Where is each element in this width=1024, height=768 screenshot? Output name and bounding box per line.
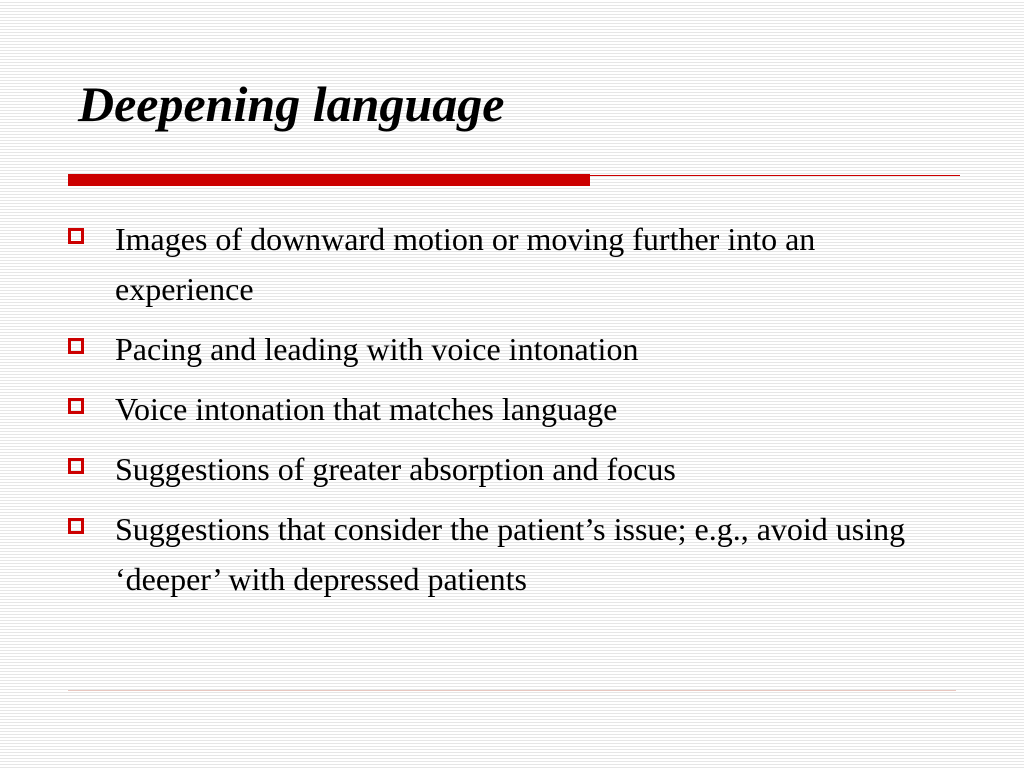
bullet-item	[68, 214, 948, 314]
title-underline-thin	[590, 175, 960, 176]
bullet-item	[68, 324, 948, 374]
hollow-square-bullet-icon	[68, 398, 84, 414]
bullet-text: Suggestions of greater absorption and focus	[115, 451, 676, 487]
bullet-text: Suggestions that consider the patient’s issue; e.g., avoid using ‘deeper’ with depressed patients	[115, 511, 906, 597]
bullet-list	[68, 214, 948, 614]
bullet-item	[68, 504, 948, 604]
slide-title: Deepening language	[78, 76, 505, 132]
hollow-square-bullet-icon	[68, 228, 84, 244]
hollow-square-bullet-icon	[68, 518, 84, 534]
bullet-text: Voice intonation that matches language	[115, 391, 618, 427]
footer-rule	[68, 690, 956, 691]
bullet-text: Pacing and leading with voice intonation	[115, 331, 639, 367]
title-underline-thick	[68, 174, 590, 186]
bullet-item	[68, 384, 948, 434]
bullet-text: Images of downward motion or moving further into an experience	[115, 221, 816, 307]
hollow-square-bullet-icon	[68, 458, 84, 474]
hollow-square-bullet-icon	[68, 338, 84, 354]
bullet-item	[68, 444, 948, 494]
